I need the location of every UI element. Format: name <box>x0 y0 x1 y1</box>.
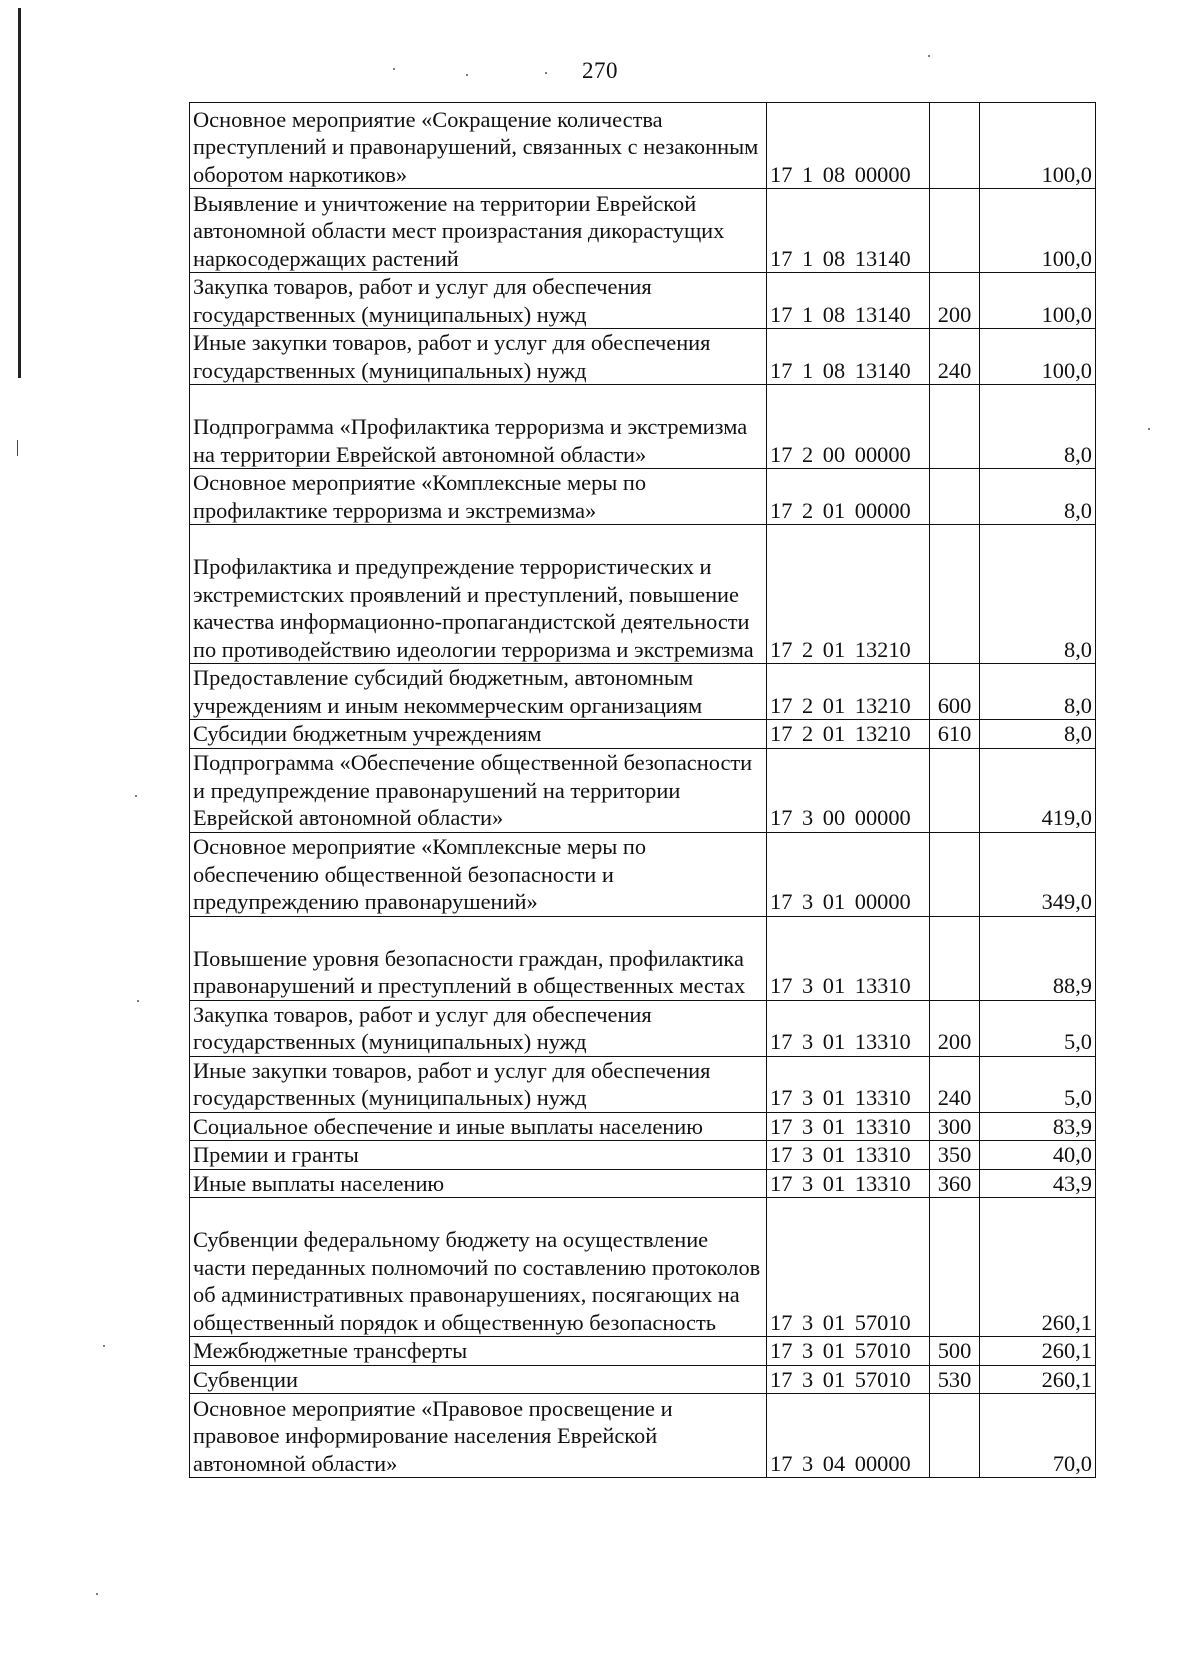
row-amount: 5,0 <box>980 1000 1096 1056</box>
row-amount: 8,0 <box>980 525 1096 664</box>
row-amount: 83,9 <box>980 1112 1096 1141</box>
scan-speck <box>135 795 137 797</box>
table-row <box>190 832 1096 916</box>
table-row <box>190 189 1096 273</box>
table-row <box>190 748 1096 832</box>
row-code: 17 3 01 13310 <box>767 1169 930 1198</box>
row-amount: 88,9 <box>980 916 1096 1000</box>
row-code: 17 3 01 00000 <box>767 832 930 916</box>
row-code: 17 2 01 13210 <box>767 664 930 720</box>
table-row <box>190 1337 1096 1366</box>
row-code: 17 1 08 13140 <box>767 189 930 273</box>
scan-speck <box>928 55 930 57</box>
row-expense-type <box>930 832 980 916</box>
row-code: 17 1 08 00000 <box>767 103 930 189</box>
row-name: Иные закупки товаров, работ и услуг для обеспечения государственных (муниципальных) нужд <box>190 329 767 385</box>
row-code: 17 1 08 13140 <box>767 329 930 385</box>
table-row <box>190 664 1096 720</box>
row-amount: 40,0 <box>980 1141 1096 1170</box>
row-expense-type: 200 <box>930 273 980 329</box>
row-amount: 349,0 <box>980 832 1096 916</box>
row-code: 17 3 01 57010 <box>767 1198 930 1337</box>
scan-speck <box>545 72 547 74</box>
budget-table <box>189 102 1096 1478</box>
row-expense-type: 600 <box>930 664 980 720</box>
row-name: Профилактика и предупреждение террористических и экстремистских проявлений и преступлений, повышение качества информационно-пропагандистской деятельности по противодействию идеологии терроризма и экстремизма <box>190 525 767 664</box>
row-name: Субвенции федеральному бюджету на осуществление части переданных полномочий по составлению протоколов об административных правонарушениях, посягающих на общественный порядок и общественную безопасность <box>190 1198 767 1337</box>
table-row <box>190 1169 1096 1198</box>
row-name: Межбюджетные трансферты <box>190 1337 767 1366</box>
row-code: 17 2 00 00000 <box>767 385 930 469</box>
row-amount: 8,0 <box>980 385 1096 469</box>
table-row <box>190 469 1096 525</box>
row-name: Выявление и уничтожение на территории Еврейской автономной области мест произрастания дикорастущих наркосодержащих растений <box>190 189 767 273</box>
table-row <box>190 1198 1096 1337</box>
row-amount: 260,1 <box>980 1365 1096 1394</box>
row-expense-type <box>930 385 980 469</box>
row-name: Основное мероприятие «Правовое просвещение и правовое информирование населения Еврейской автономной области» <box>190 1394 767 1478</box>
row-expense-type: 500 <box>930 1337 980 1366</box>
table-row <box>190 273 1096 329</box>
row-amount: 419,0 <box>980 748 1096 832</box>
row-amount: 100,0 <box>980 103 1096 189</box>
row-expense-type <box>930 1394 980 1478</box>
row-expense-type: 200 <box>930 1000 980 1056</box>
row-name: Основное мероприятие «Комплексные меры по профилактике терроризма и экстремизма» <box>190 469 767 525</box>
row-code: 17 3 00 00000 <box>767 748 930 832</box>
row-amount: 43,9 <box>980 1169 1096 1198</box>
row-amount: 70,0 <box>980 1394 1096 1478</box>
row-name: Повышение уровня безопасности граждан, профилактика правонарушений и преступлений в общественных местах <box>190 916 767 1000</box>
row-name: Закупка товаров, работ и услуг для обеспечения государственных (муниципальных) нужд <box>190 1000 767 1056</box>
row-code: 17 2 01 13210 <box>767 525 930 664</box>
row-amount: 100,0 <box>980 329 1096 385</box>
row-code: 17 3 01 13310 <box>767 916 930 1000</box>
scan-speck <box>103 1345 105 1347</box>
row-amount: 100,0 <box>980 189 1096 273</box>
page-number: 270 <box>582 58 618 83</box>
row-name: Основное мероприятие «Комплексные меры по обеспечению общественной безопасности и предупреждению правонарушений» <box>190 832 767 916</box>
scan-speck <box>466 74 468 76</box>
row-expense-type: 530 <box>930 1365 980 1394</box>
table-row <box>190 1056 1096 1112</box>
row-expense-type <box>930 525 980 664</box>
row-expense-type: 350 <box>930 1141 980 1170</box>
row-amount: 8,0 <box>980 664 1096 720</box>
table-row <box>190 1112 1096 1141</box>
row-code: 17 3 01 57010 <box>767 1365 930 1394</box>
table-row <box>190 720 1096 749</box>
row-amount: 260,1 <box>980 1337 1096 1366</box>
row-code: 17 1 08 13140 <box>767 273 930 329</box>
row-code: 17 3 01 13310 <box>767 1141 930 1170</box>
row-expense-type <box>930 103 980 189</box>
row-amount: 260,1 <box>980 1198 1096 1337</box>
scan-speck <box>1148 428 1150 430</box>
row-code: 17 3 01 13310 <box>767 1000 930 1056</box>
row-code: 17 3 01 57010 <box>767 1337 930 1366</box>
row-expense-type: 360 <box>930 1169 980 1198</box>
row-expense-type <box>930 189 980 273</box>
row-amount: 8,0 <box>980 720 1096 749</box>
row-code: 17 2 01 13210 <box>767 720 930 749</box>
row-code: 17 3 01 13310 <box>767 1112 930 1141</box>
row-amount: 8,0 <box>980 469 1096 525</box>
row-name: Основное мероприятие «Сокращение количества преступлений и правонарушений, связанных с незаконным оборотом наркотиков» <box>190 103 767 189</box>
row-name: Социальное обеспечение и иные выплаты населению <box>190 1112 767 1141</box>
row-amount: 100,0 <box>980 273 1096 329</box>
row-code: 17 3 01 13310 <box>767 1056 930 1112</box>
row-code: 17 2 01 00000 <box>767 469 930 525</box>
row-expense-type <box>930 469 980 525</box>
table-row <box>190 525 1096 664</box>
table-row <box>190 916 1096 1000</box>
row-amount: 5,0 <box>980 1056 1096 1112</box>
table-row <box>190 1365 1096 1394</box>
table-row <box>190 329 1096 385</box>
scan-speck <box>137 1000 139 1002</box>
row-name: Подпрограмма «Обеспечение общественной безопасности и предупреждение правонарушений на территории Еврейской автономной области» <box>190 748 767 832</box>
row-name: Иные выплаты населению <box>190 1169 767 1198</box>
table-row <box>190 1394 1096 1478</box>
scan-speck <box>96 1593 98 1595</box>
row-name: Подпрограмма «Профилактика терроризма и экстремизма на территории Еврейской автономной области» <box>190 385 767 469</box>
row-expense-type <box>930 748 980 832</box>
row-expense-type <box>930 1198 980 1337</box>
table-row <box>190 385 1096 469</box>
scan-edge-mark <box>17 440 18 456</box>
row-expense-type: 240 <box>930 329 980 385</box>
row-name: Премии и гранты <box>190 1141 767 1170</box>
row-expense-type: 300 <box>930 1112 980 1141</box>
table-row <box>190 103 1096 189</box>
scan-speck <box>393 68 395 70</box>
row-expense-type: 240 <box>930 1056 980 1112</box>
row-name: Субсидии бюджетным учреждениям <box>190 720 767 749</box>
row-name: Иные закупки товаров, работ и услуг для обеспечения государственных (муниципальных) нужд <box>190 1056 767 1112</box>
table-row <box>190 1141 1096 1170</box>
row-expense-type: 610 <box>930 720 980 749</box>
row-name: Субвенции <box>190 1365 767 1394</box>
row-code: 17 3 04 00000 <box>767 1394 930 1478</box>
row-name: Предоставление субсидий бюджетным, автономным учреждениям и иным некоммерческим организациям <box>190 664 767 720</box>
row-expense-type <box>930 916 980 1000</box>
row-name: Закупка товаров, работ и услуг для обеспечения государственных (муниципальных) нужд <box>190 273 767 329</box>
table-row <box>190 1000 1096 1056</box>
